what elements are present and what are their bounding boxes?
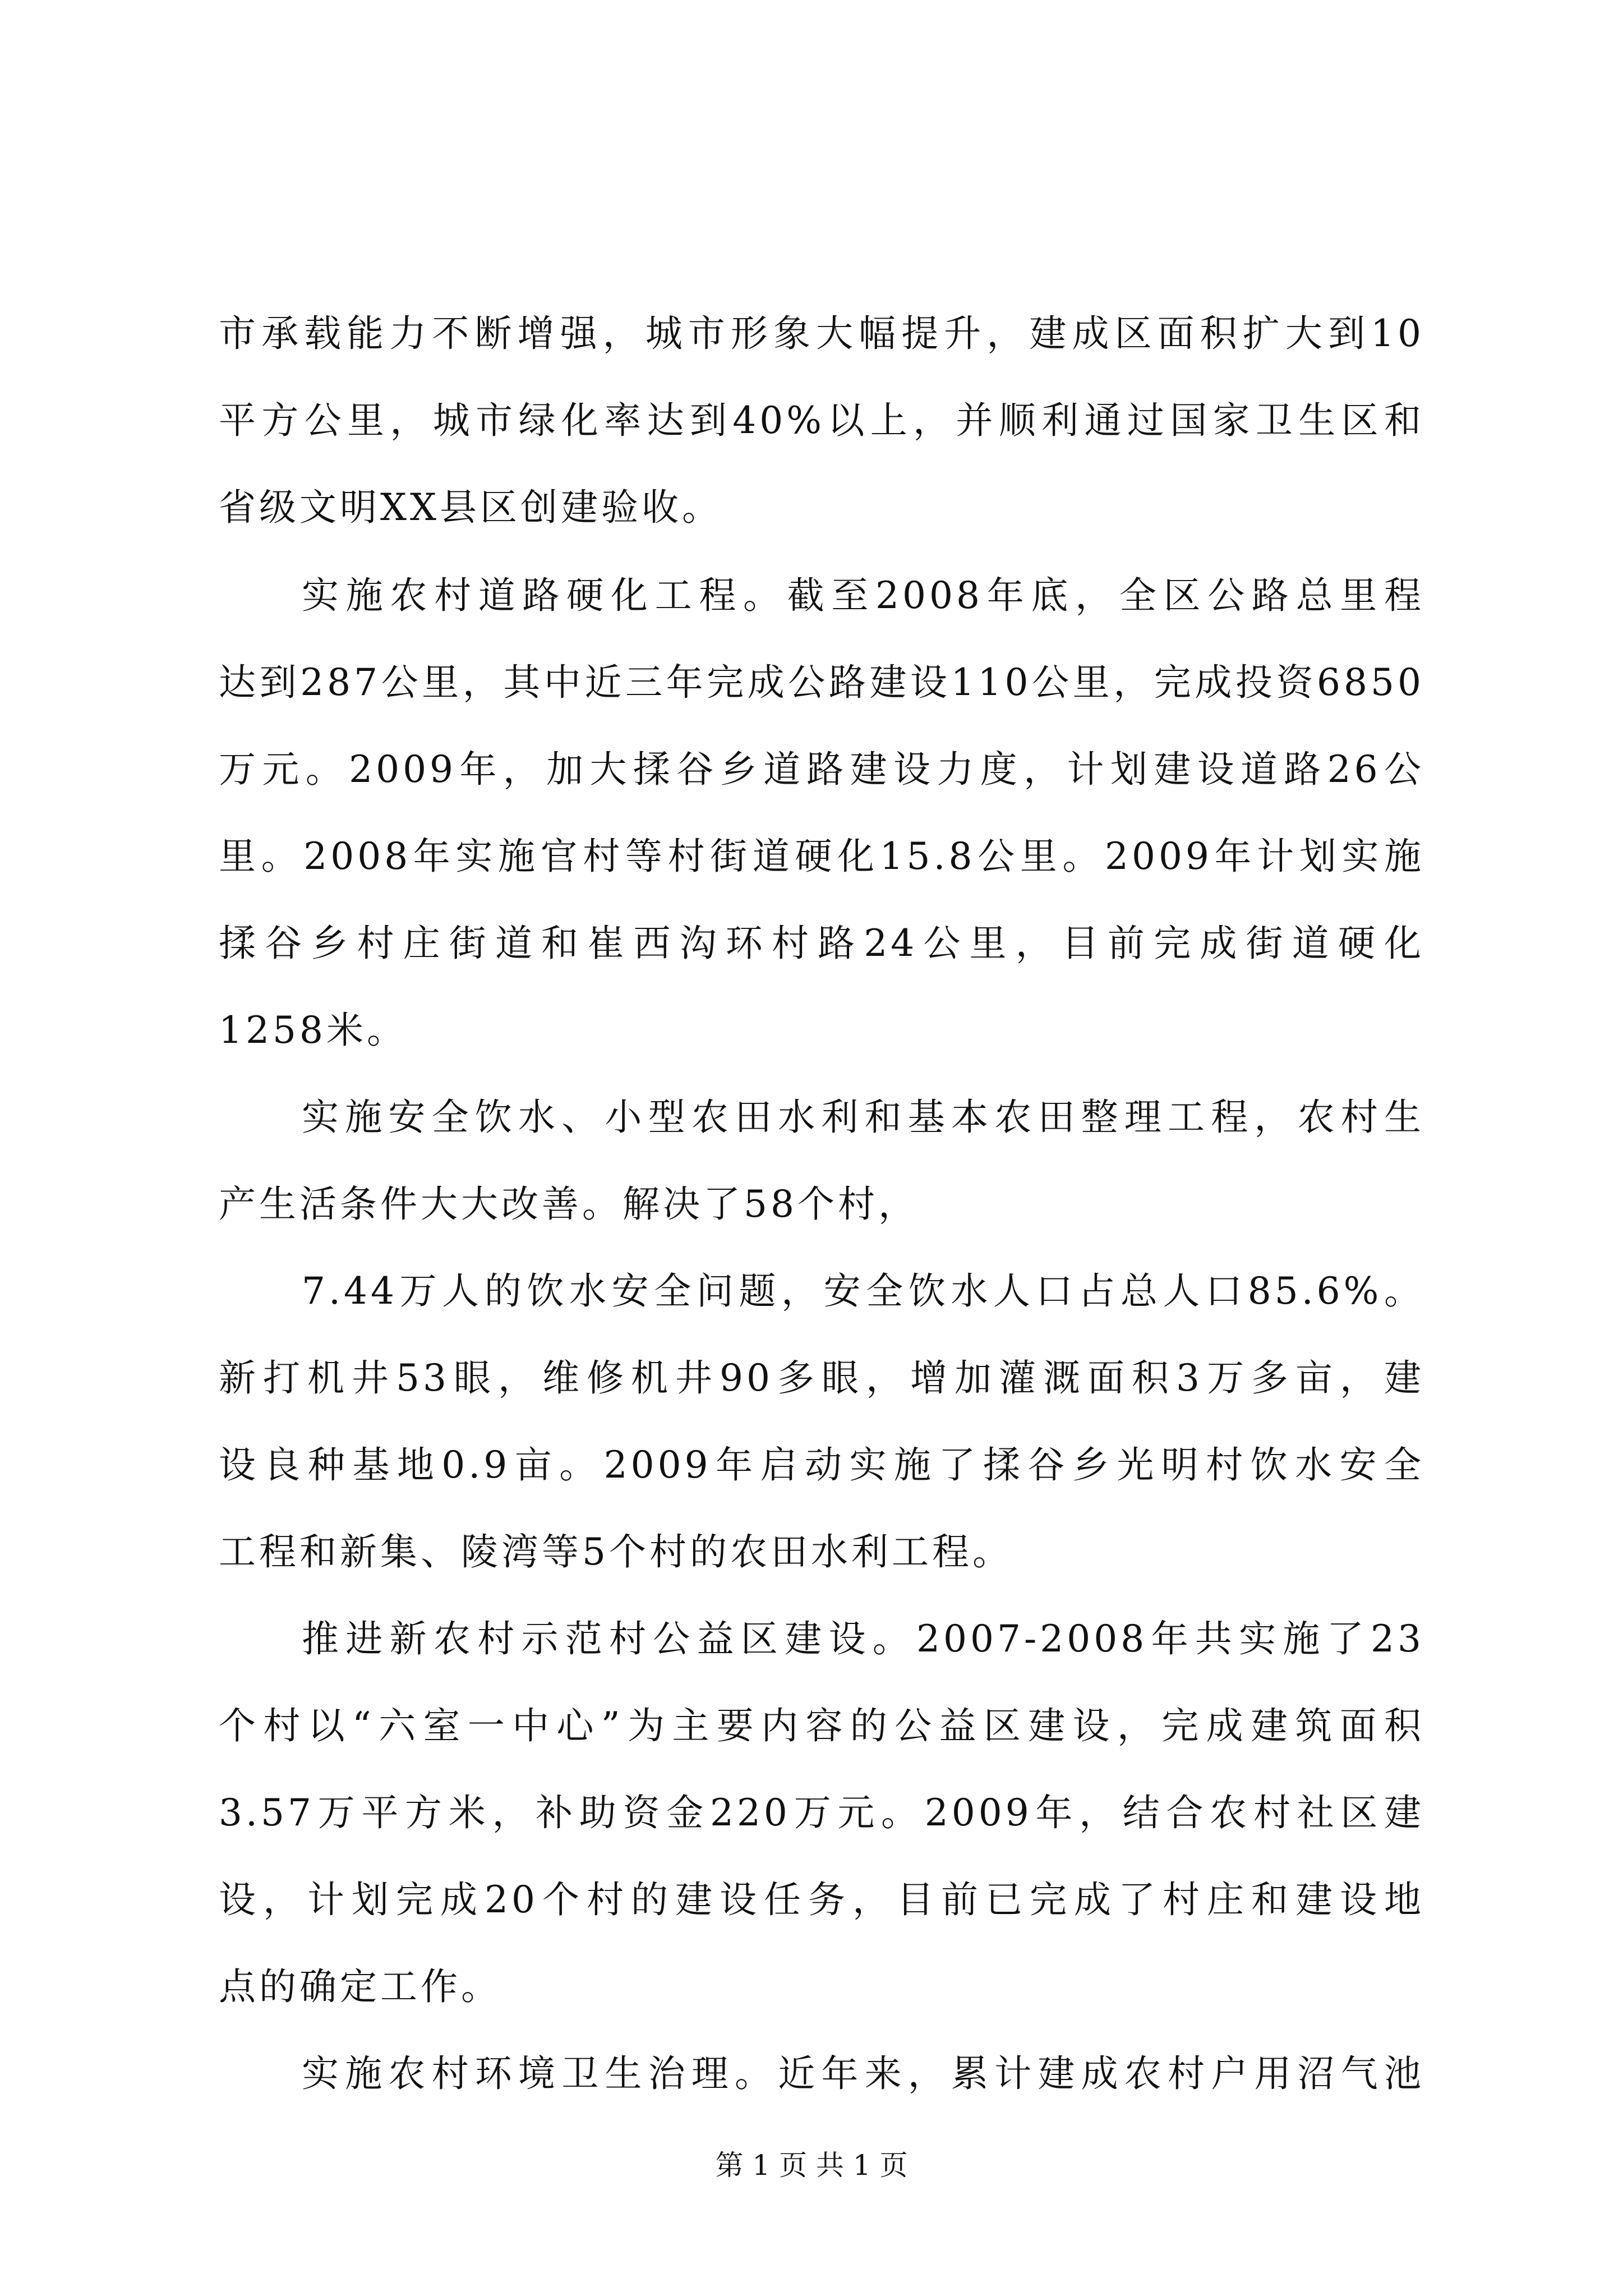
text-line: 设，计划完成20个村的建设任务，目前已完成了村庄和建设地 [219,1878,1424,1921]
text-line: 揉谷乡村庄街道和崔西沟环村路24公里，目前完成街道硬化 [219,922,1424,965]
paragraph-start-line: 实施安全饮水、小型农田水利和基本农田整理工程，农村生 [302,1096,1424,1139]
text-line: 平方公里，城市绿化率达到40%以上，并顺利通过国家卫生区和 [219,399,1424,442]
paragraph-start-line: 7.44万人的饮水安全问题，安全饮水人口占总人口85.6%。 [302,1269,1424,1313]
text-line: 万元。2009年，加大揉谷乡道路建设力度，计划建设道路26公 [219,748,1424,791]
text-line: 个村以“六室一中心”为主要内容的公益区建设，完成建筑面积 [219,1704,1424,1747]
text-line: 新打机井53眼，维修机井90多眼，增加灌溉面积3万多亩，建 [219,1356,1424,1400]
text-line: 产生活条件大大改善。解决了58个村， [219,1182,919,1226]
paragraph-start-line: 推进新农村示范村公益区建设。2007-2008年共实施了23 [302,1617,1424,1660]
text-line: 3.57万平方米，补助资金220万元。2009年，结合农村社区建 [219,1791,1424,1834]
text-line: 设良种基地0.9亩。2009年启动实施了揉谷乡光明村饮水安全 [219,1443,1424,1487]
text-line: 达到287公里，其中近三年完成公路建设110公里，完成投资6850 [219,661,1424,704]
text-line: 市承载能力不断增强，城市形象大幅提升，建成区面积扩大到10 [219,312,1424,355]
page-number-label: 第 1 页 共 1 页 [715,2149,908,2182]
text-line: 1258米。 [219,1009,407,1052]
text-line: 里。2008年实施官村等村街道硬化15.8公里。2009年计划实施 [219,835,1424,878]
page-footer [0,2143,1623,2188]
paragraph-start-line: 实施农村道路硬化工程。截至2008年底，全区公路总里程 [302,574,1424,617]
text-line: 工程和新集、陵湾等5个村的农田水利工程。 [219,1530,1013,1573]
paragraph-start-line: 实施农村环境卫生治理。近年来，累计建成农村户用沼气池 [302,2052,1424,2095]
text-line: 点的确定工作。 [219,1965,501,2008]
text-line: 省级文明XX县区创建验收。 [219,486,722,529]
